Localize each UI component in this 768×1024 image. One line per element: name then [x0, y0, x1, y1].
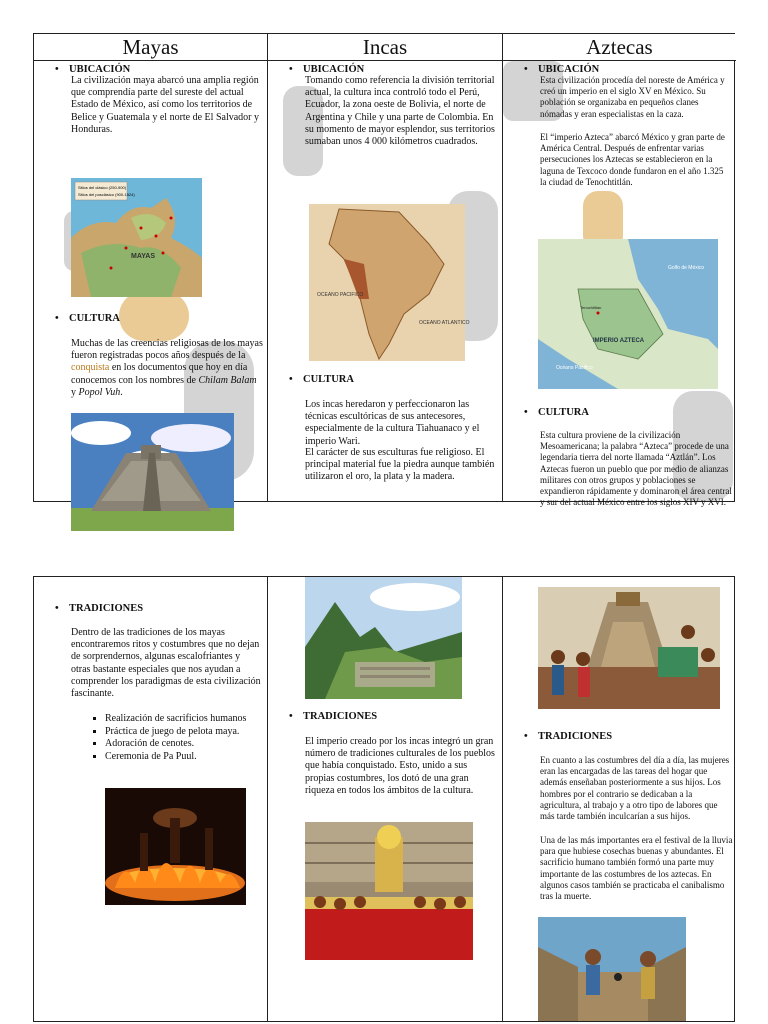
aztec-ceremony-painting — [538, 587, 720, 709]
aztecas-ubicacion-text-2: El “imperio Azteca” abarcó México y gran parte de América Central. Después de enfrentar varias persecuciones los Aztecas se establecieron en la laguna de Texcoco donde fundaron en el año 1.325 la ciudad de Tenochtitlán. — [540, 132, 725, 187]
mayas-ubicacion-text: La civilización maya abarcó una amplia región que comprendía parte del sureste del actual Estado de México, así como los territorios de Belice y Guatemala y el norte de El Salvador y Honduras. — [71, 75, 259, 135]
bullet-glyph: • — [289, 374, 293, 385]
chilam-balam: Chilam Balam — [198, 374, 257, 386]
mayas-tradiciones-list — [91, 713, 261, 763]
mayas-cultura-text-4: . — [120, 386, 123, 398]
column-incas — [267, 34, 502, 501]
bullet-glyph: • — [55, 313, 59, 324]
header-mayas: Mayas — [34, 34, 267, 61]
incas-cultura-text-2: El carácter de sus esculturas fue religioso. El principal material fue la piedra aunque también utilizaron el oro, la plata y la madera. — [305, 447, 495, 483]
list-item: ▪ Realización de sacrificios humanos — [105, 713, 261, 726]
fire-ritual-photo — [105, 788, 246, 905]
incas-cultura-text-1: Los incas heredaron y perfeccionaron las técnicas escultóricas de sus antecesores, especialmente de la cultura Tiahuanaco y el imperio Wari. — [305, 399, 480, 447]
mayas-map-label: MAYAS — [131, 253, 155, 260]
aztecas-cultura-heading — [524, 407, 591, 419]
mayas-cultura-text-2: en los documentos que hoy en día conocemos con los nombres de — [71, 362, 248, 386]
mayas-cultura-text-3: y — [71, 386, 76, 398]
aztecas-ubicacion-title: UBICACIÓN — [538, 64, 600, 75]
aztecas-tradiciones-title: TRADICIONES — [538, 731, 613, 742]
aztecas-map-empire: IMPERIO AZTECA — [593, 338, 645, 344]
incas-map-label-atlantico: OCEANO ATLANTICO — [419, 320, 470, 326]
mayas-map-legend-2: Sitios del posclásico (900-1524) — [78, 192, 135, 197]
ball-game-painting — [538, 917, 686, 1021]
incas-map-label-pacifico: OCEANO PACIFICO — [317, 292, 364, 298]
incas-tradiciones-heading — [289, 711, 379, 723]
mayas-cultura-text-1: Muchas de las creencias religiosas de los mayas fueron registradas pocos años después de la — [71, 338, 263, 362]
aztecas-tradiciones-text-1: En cuanto a las costumbres del día a día, las mujeres eran las encargadas de las tareas del hogar que además enseñaban posteriormente a sus hijos. Los hombres por el contrario se dedicaban a la agricultura, al trabajo y a otro tipo de labores que más tarde también inculcarían a sus hijos. — [540, 755, 730, 822]
incas-cultura-title: CULTURA — [303, 374, 354, 385]
column-aztecas-body — [503, 61, 736, 508]
mayas-cultura-heading — [55, 313, 122, 325]
watermark-map — [119, 291, 189, 341]
aztecas-map-gulf: Golfo de México — [668, 265, 705, 271]
column-incas-tradiciones — [267, 577, 502, 1021]
aztecas-ubicacion-text-1: Esta civilización procedía del noreste de América y creó un imperio en el siglo XV en México. Su población se organizaba en pequeños clanes nómadas y eran especialistas en la caza. — [540, 75, 725, 119]
list-item: ▪ Práctica de juego de pelota maya. — [105, 726, 261, 739]
incas-cultura-heading — [289, 374, 356, 386]
column-incas-tradiciones-body — [268, 577, 502, 1021]
aztecas-tradiciones-text-2: Una de las más importantes era el festival de la lluvia para que hubiese cosechas buenas y abundantes. El sacrificio humano también formó una parte muy importante de las costumbres de los aztecas. En algunos casos también se practicaba el canibalismo tras la muerte. — [540, 835, 733, 902]
bottom-table — [33, 576, 735, 1022]
column-mayas-tradiciones — [34, 577, 267, 1021]
column-aztecas-tradiciones — [502, 577, 736, 1021]
header-incas: Incas — [268, 34, 502, 61]
aztecas-map-ocean: Océano Pacífico — [556, 365, 593, 371]
aztecas-cultura-title: CULTURA — [538, 407, 589, 418]
bullet-glyph: • — [524, 731, 528, 742]
list-item: ▪ Ceremonia de Pa Puul. — [105, 751, 261, 764]
incas-ubicacion-text: Tomando como referencia la división territorial actual, la cultura inca controló todo el Perú, Ecuador, la zona oeste de Bolivia, el norte de Argentina y Chile y una parte de Colombia. En su momento de mayor esplendor, sus territorios sumaban unos 4 000 kilómetros cuadrados. — [305, 75, 495, 148]
aztecas-map-image — [538, 239, 718, 389]
column-incas-body — [268, 61, 502, 501]
aztecas-cultura-text: Esta cultura proviene de la civilización Mesoamericana; la palabra “Azteca” procede de una legendaria tierra del norte llamada “Aztlán”. Los Aztecas fueron un pueblo que por medio de alianzas militares con otros grupos y poblaciones se expandieron rápidamente y dominaron el área central y sur del actual México entre los siglos XIV y XVI. — [540, 430, 732, 508]
bullet-glyph: • — [55, 64, 59, 75]
column-mayas — [34, 34, 267, 501]
list-item: ▪ Adoración de cenotes. — [105, 738, 261, 751]
header-aztecas: Aztecas — [503, 34, 736, 61]
incas-map-image — [309, 204, 470, 361]
bullet-glyph: • — [55, 603, 59, 614]
incas-ubicacion-title: UBICACIÓN — [303, 64, 365, 75]
mayas-map-image — [71, 178, 202, 297]
conquista-link[interactable]: conquista — [71, 362, 110, 374]
mayas-tradiciones-title: TRADICIONES — [69, 603, 144, 614]
bullet-glyph: • — [524, 407, 528, 418]
column-mayas-tradiciones-body — [34, 577, 267, 1021]
mayas-map-legend-1: Sitios del clásico (250-900) — [78, 185, 127, 190]
top-table — [33, 33, 735, 508]
inti-raymi-photo — [305, 822, 473, 960]
machu-picchu-photo — [305, 577, 462, 699]
aztecas-map-city: Tenochtitlan — [580, 305, 602, 310]
bullet-glyph: • — [289, 64, 293, 75]
column-aztecas-tradiciones-body — [503, 577, 736, 1021]
mayas-cultura-title: CULTURA — [69, 313, 120, 324]
incas-tradiciones-text: El imperio creado por los incas integró un gran número de tradiciones culturales de los pueblos que había conquistado. Esto, unido a sus propias costumbres, los dotó de una gran riqueza en todos los ámbitos de la cultura. — [305, 736, 495, 796]
mayas-tradiciones-text: Dentro de las tradiciones de los mayas encontraremos ritos y costumbres que no dejan de sorprendernos, algunas escalofriantes y otras bastante especiales que nos ayudan a comprender los paradigmas de esta civilización fascinante. — [71, 627, 261, 700]
aztecas-tradiciones-heading — [524, 731, 614, 743]
mayas-tradiciones-heading — [55, 603, 145, 615]
mayas-cultura-text — [71, 338, 264, 399]
incas-tradiciones-title: TRADICIONES — [303, 711, 378, 722]
column-aztecas — [502, 34, 736, 508]
popol-vuh: Popol Vuh — [78, 386, 121, 398]
column-mayas-body — [34, 61, 267, 501]
bullet-glyph: • — [289, 711, 293, 722]
pyramid-photo — [71, 413, 234, 531]
bullet-glyph: • — [524, 64, 528, 75]
mayas-ubicacion-title: UBICACIÓN — [69, 64, 131, 75]
